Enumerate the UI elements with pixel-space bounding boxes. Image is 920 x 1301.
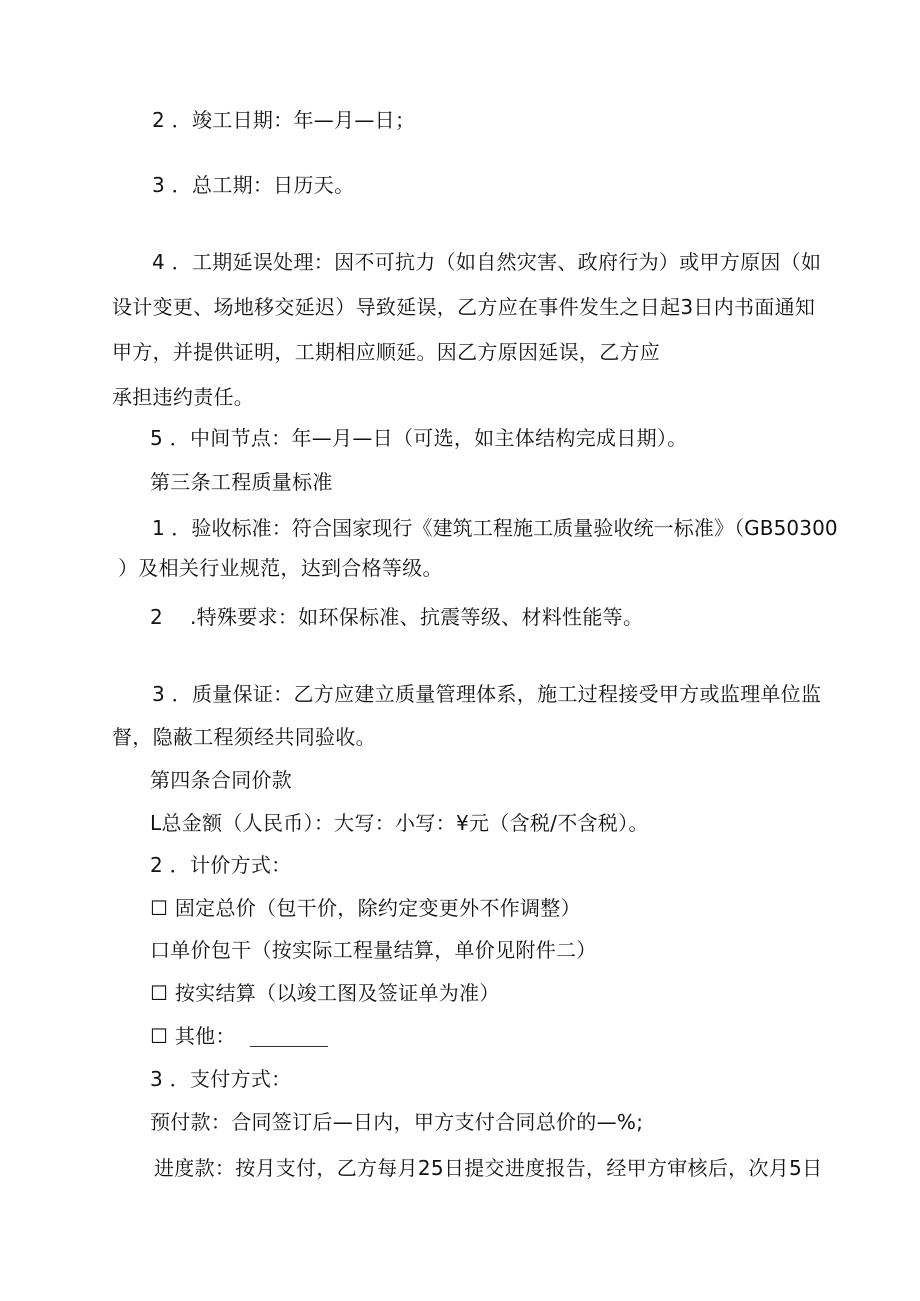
text-line: 5 ．中间节点：年—月—日（可选，如主体结构完成日期）。 (150, 426, 688, 450)
checkbox-option-actual-settlement: ☐ 按实结算（以竣工图及签证单为准） (150, 981, 500, 1005)
text-line: ）及相关行业规范，达到合格等级。 (118, 556, 443, 580)
text-line: 4 ．工期延误处理：因不可抗力（如自然灾害、政府行为）或甲方原因（如 (152, 250, 822, 274)
checkbox-option-other (150, 1024, 328, 1048)
fill-in-blank (250, 1026, 328, 1047)
option-other-label: ☐ 其他： (150, 1024, 236, 1048)
text-line: 设计变更、场地移交延迟）导致延误，乙方应在事件发生之日起3日内书面通知 (112, 295, 816, 319)
text-line: 2 .特殊要求：如环保标准、抗震等级、材料性能等。 (150, 605, 644, 629)
checkbox-option-fixed-price: ☐ 固定总价（包干价，除约定变更外不作调整） (150, 896, 581, 920)
checkbox-option-unit-price: 口单价包干（按实际工程量结算，单价见附件二） (150, 938, 597, 962)
text-line: 2 ．竣工日期：年—月—日； (152, 108, 416, 132)
text-line: L总金额（人民币）：大写：小写：¥元（含税/不含税）。 (150, 811, 649, 835)
text-line: 承担违约责任。 (112, 385, 255, 409)
text-line: 预付款：合同签订后—日内，甲方支付合同总价的—%; (150, 1110, 644, 1134)
text-line: 3 ．总工期：日历天。 (152, 173, 355, 197)
text-line: 甲方，并提供证明，工期相应顺延。因乙方原因延误，乙方应 (112, 340, 661, 364)
text-line: 2 ．计价方式： (150, 853, 292, 877)
text-line: 进度款：按月支付，乙方每月25日提交进度报告，经甲方审核后，次月5日 (154, 1156, 823, 1180)
section-heading: 第四条合同价款 (150, 768, 293, 792)
text-line: 3 ．支付方式： (150, 1067, 292, 1091)
text-line: 督，隐蔽工程须经共同验收。 (112, 725, 376, 749)
text-line: 1 ．验收标准：符合国家现行《建筑工程施工质量验收统一标准》（GB50300 (152, 516, 838, 540)
text-line: 3 ．质量保证：乙方应建立质量管理体系，施工过程接受甲方或监理单位监 (152, 682, 822, 706)
section-heading: 第三条工程质量标准 (150, 470, 333, 494)
